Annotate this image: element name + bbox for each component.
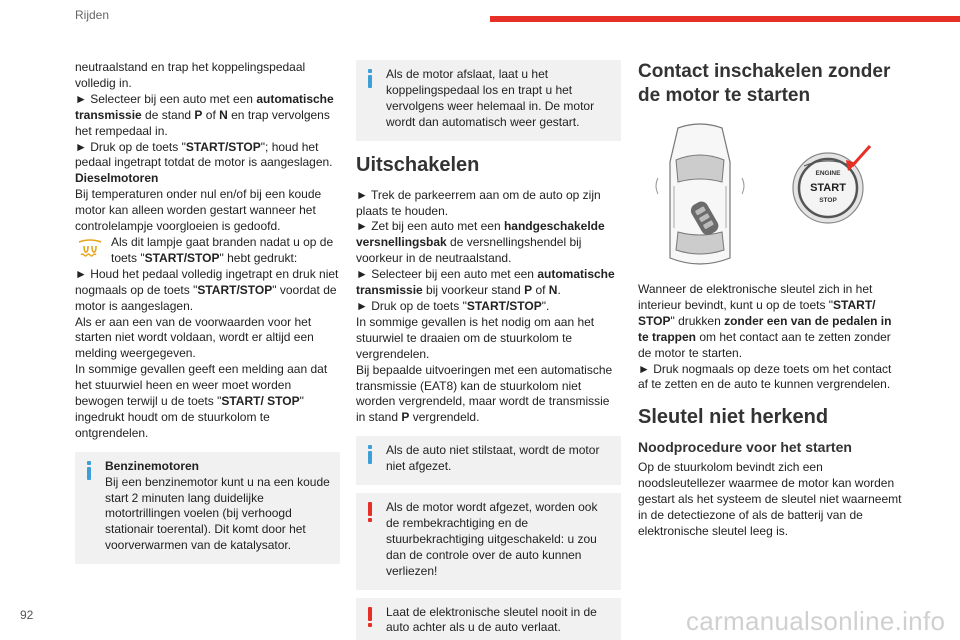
warning-note-key <box>356 598 621 640</box>
bullet-automatic: ► Selecteer bij een auto met een automatische transmissie bij voorkeur stand P of N. <box>356 267 615 298</box>
paragraph: Bij temperaturen onder nul en/of bij een koude motor kan alleen worden gestart wanneer het controlelampje voorgloeien is gedoofd. <box>75 187 322 234</box>
section-title-key-not-recognised: Sleutel niet herkend <box>638 406 829 429</box>
info-icon <box>368 69 372 88</box>
red-arrow-icon <box>846 146 870 171</box>
note-text: Laat de elektronische sleutel nooit in de auto achter als u de auto verlaat. <box>386 604 597 635</box>
bullet-hold-pedal: ► Houd het pedaal volledig ingetrapt en druk niet nogmaals op de toets "START/STOP" voordat de motor is aangeslagen. <box>75 266 339 313</box>
info-icon <box>368 445 372 464</box>
glow-plug-lamp-icon <box>75 235 105 261</box>
car-key-start-illustration <box>638 122 903 272</box>
svg-text:START: START <box>810 182 846 194</box>
bullet-parking-brake: ► Trek de parkeerrem aan om de auto op zijn plaats te houden. <box>356 187 601 218</box>
bullet-manual: ► Zet bij een auto met een handgeschakelde versnellingsbak de versnellingshendel bij voorkeur in de neutraalstand. <box>356 219 605 266</box>
column-1 <box>75 60 340 572</box>
note-text: Als de auto niet stilstaat, wordt de motor niet afgezet. <box>386 443 600 474</box>
section-label: Rijden <box>75 8 110 22</box>
info-note-stall <box>356 60 621 141</box>
watermark: carmanualsonline.info <box>686 606 946 636</box>
bullet-automatic: ► Selecteer bij een auto met een automatische transmissie de stand P of N en trap vervolgens het rempedaal in. <box>75 91 334 138</box>
page-number: 92 <box>20 608 34 622</box>
note-title: Benzinemotoren <box>105 458 200 473</box>
paragraph: Bij bepaalde uitvoeringen met een automatische transmissie (EAT8) kan de stuurkolom niet worden vergrendeld, maar wordt de transmissie in stand P vergrendeld. <box>356 362 613 425</box>
warning-icon <box>368 607 372 627</box>
section-title-contact: Contact inschakelen zonder de motor te starten <box>638 61 891 106</box>
section-title-uitschakelen: Uitschakelen <box>356 153 480 176</box>
info-note-petrol <box>75 452 340 564</box>
header-accent-bar <box>490 16 960 22</box>
car-topview-icon <box>656 124 744 264</box>
warning-icon <box>368 502 372 522</box>
paragraph: Als er aan een van de voorwaarden voor het starten niet wordt voldaan, wordt er altijd een melding weergegeven. <box>75 314 314 361</box>
bullet-press-again: ► Druk nogmaals op deze toets om het contact af te zetten en de auto te kunnen vergrendelen. <box>638 361 892 392</box>
svg-text:ENGINE: ENGINE <box>815 170 841 177</box>
illustration <box>638 122 903 272</box>
paragraph: In sommige gevallen is het nodig om aan het stuurwiel te draaien om de stuurkolom te vergrendelen. <box>356 314 595 361</box>
column-2 <box>356 60 621 640</box>
paragraph: neutraalstand en trap het koppelingspedaal volledig in. <box>75 60 306 90</box>
column-3 <box>638 60 903 540</box>
info-note-not-stationary <box>356 436 621 485</box>
diesel-heading: Dieselmotoren <box>75 171 159 186</box>
info-icon <box>87 461 91 480</box>
glow-lamp-paragraph: Als dit lampje gaat branden nadat u op de toets "START/STOP" hebt gedrukt: <box>75 235 340 267</box>
subsection-title-emergency: Noodprocedure voor het starten <box>638 439 852 456</box>
bullet-press-start: ► Druk op de toets "START/STOP"; houd het pedaal ingetrapt totdat de motor is aangeslagen. <box>75 139 333 170</box>
note-text: Als de motor wordt afgezet, worden ook de rembekrachtiging en de stuurbekrachtiging uitgeschakeld: u zou dan de controle over de auto kunnen verliezen! <box>386 500 598 578</box>
paragraph: In sommige gevallen geeft een melding aan dat het stuurwiel heen en weer moet worden bewogen terwijl u de toets "START/ STOP" ingedrukt houdt om de stuurkolom te ontgrendelen. <box>75 362 328 440</box>
svg-text:STOP: STOP <box>819 197 837 204</box>
warning-note-power-steering <box>356 493 621 590</box>
paragraph: Op de stuurkolom bevindt zich een noodsleutellezer waarmee de motor kan worden gestart als het systeem de sleutel niet waarneemt in de detectiezone of als de batterij van de elektronische sleutel leeg is. <box>638 460 902 538</box>
paragraph: Wanneer de elektronische sleutel zich in het interieur bevindt, kunt u op de toets "START/ STOP" drukken zonder een van de pedalen in te trappen om het contact aan te zetten zonder de motor te starten. <box>638 282 892 360</box>
bullet-press-start: ► Druk op de toets "START/STOP". <box>356 298 550 313</box>
note-text: Als de motor afslaat, laat u het koppelingspedaal los en trapt u het vervolgens weer helemaal in. De motor wordt dan automatisch weer gestart. <box>386 67 595 129</box>
note-text: Bij een benzinemotor kunt u na een koude start 2 minuten lang duidelijke motortrillingen voelen (bij verhoogd stationair toerental). Dit komt door het voorverwarmen van de katalysator. <box>105 474 330 553</box>
